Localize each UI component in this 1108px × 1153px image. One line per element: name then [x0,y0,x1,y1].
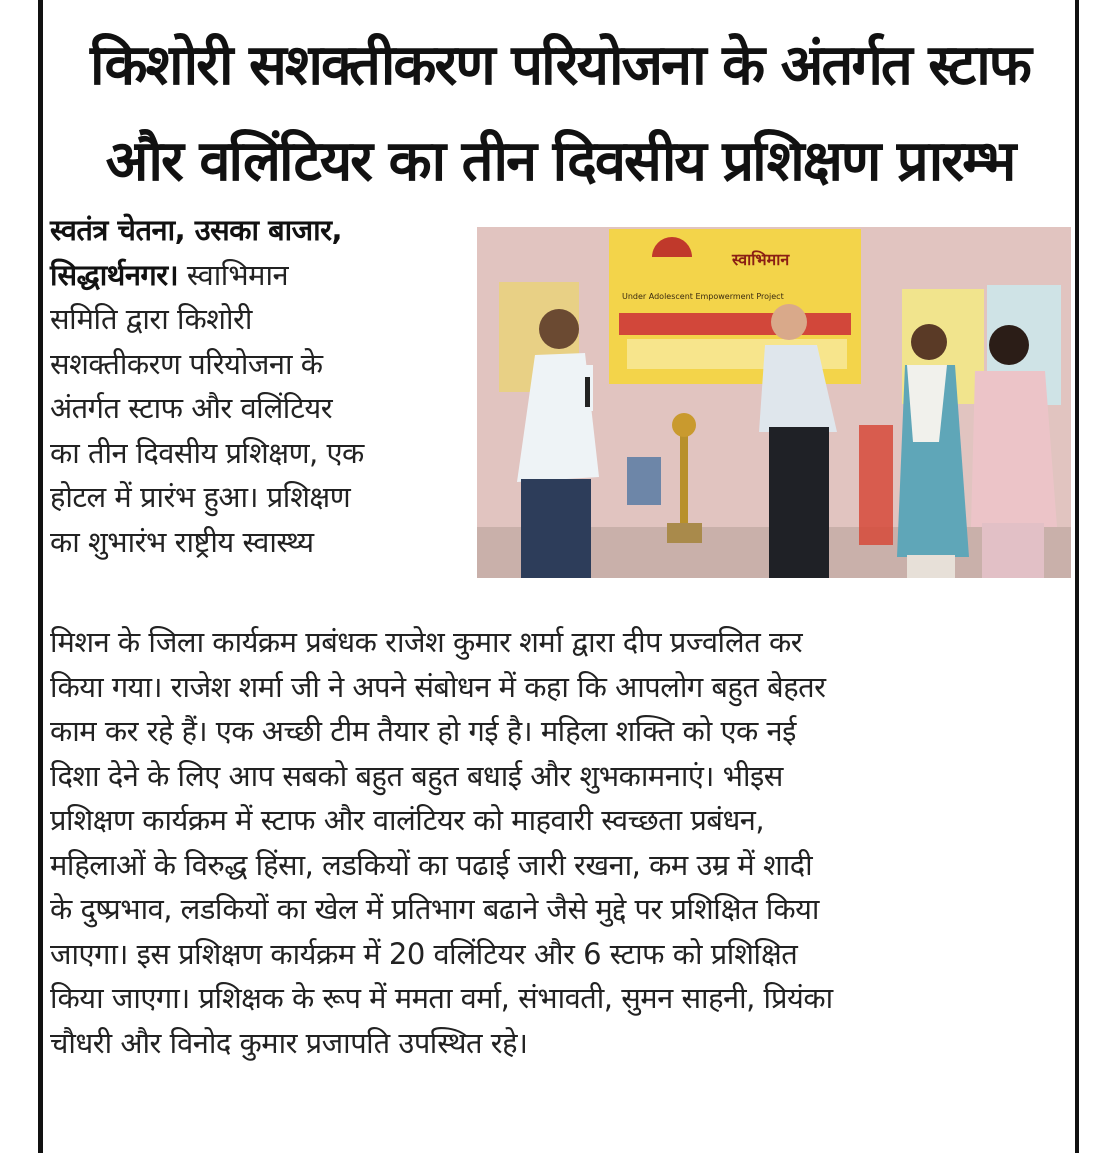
article-line: जाएगा। इस प्रशिक्षण कार्यक्रम में 20 वलिंटियर और 6 स्टाफ को प्रशिक्षित [50,936,798,971]
photo-illustration [477,227,1071,578]
article-line: अंतर्गत स्टाफ और वलिंटियर [50,391,333,425]
article-full-width [50,620,1070,1065]
event-photo [477,227,1071,578]
article-left-column [50,208,470,564]
article-line: होटल में प्रारंभ हुआ। प्रशिक्षण [50,480,351,514]
article-line: समिति द्वारा किशोरी [50,302,252,336]
headline-line-1: किशोरी सशक्तीकरण परियोजना के अंतर्गत स्टाफ [90,33,1030,98]
dateline: स्वतंत्र चेतना, उसका बाजार, [50,213,343,247]
article-line: चौधरी और विनोद कुमार प्रजापति उपस्थित रहे। [50,1025,528,1060]
article-line: दिशा देने के लिए आप सबको बहुत बहुत बधाई और शुभकामनाएं। भीइस [50,758,783,793]
article-line: किया जाएगा। प्रशिक्षक के रूप में ममता वर्मा, संभावती, सुमन साहनी, प्रियंका [50,981,833,1015]
banner-subtitle: Under Adolescent Empowerment Project [622,292,784,301]
article-line: किया गया। राजेश शर्मा जी ने अपने संबोधन में कहा कि आपलोग बहुत बेहतर [50,669,826,704]
article-line: मिशन के जिला कार्यक्रम प्रबंधक राजेश कुमार शर्मा द्वारा दीप प्रज्वलित कर [50,625,803,659]
headline [50,18,1070,210]
right-column-rule [1075,0,1079,1153]
article-line: का तीन दिवसीय प्रशिक्षण, एक [50,435,364,470]
left-column-rule [38,0,43,1153]
article-line: का शुभारंभ राष्ट्रीय स्वास्थ्य [50,524,314,559]
article-text: स्वाभिमान [178,257,289,292]
article-line: काम कर रहे हैं। एक अच्छी टीम तैयार हो गई है। महिला शक्ति को एक नई [50,714,796,748]
article-line: प्रशिक्षण कार्यक्रम में स्टाफ और वालंटियर को माहवारी स्वच्छता प्रबंधन, [50,803,765,837]
article-line: महिलाओं के विरुद्ध हिंसा, लडकियों का पढाई जारी रखना, कम उम्र में शादी [50,847,813,882]
article-line: सशक्तीकरण परियोजना के [50,346,323,381]
dateline-place: सिद्धार्थनगर। [50,257,179,292]
banner-title: स्वाभिमान [732,250,790,269]
headline-line-2: और वलिंटियर का तीन दिवसीय प्रशिक्षण प्रारम्भ [105,129,1015,194]
article-line: के दुष्प्रभाव, लडकियों का खेल में प्रतिभाग बढाने जैसे मुद्दे पर प्रशिक्षित किया [50,892,819,926]
